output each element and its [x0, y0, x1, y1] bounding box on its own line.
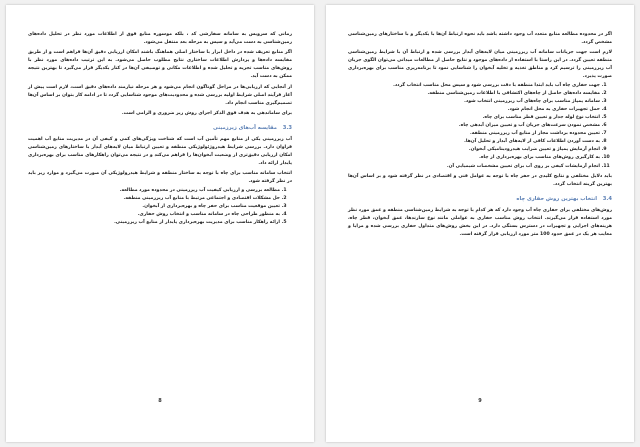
page-number: 9	[478, 398, 482, 404]
paragraph: باید دلایل مختلفی و نتایج کلیدی در حفر چاه با توجه به عوامل فنی و اقتصادی در نظر گرفته شود و بر اساس آن‌ها بهترین گزینه انتخاب گردد.	[348, 173, 612, 187]
list-item: 7. تعیین محدوده برداشت مجاز از منابع آب زیرزمینی منطقه.	[348, 130, 600, 138]
paragraph: اگر منابع تعریف شده در داخل ابزار با ساختار اصلی هماهنگ باشند امکان ارزیابی دقیق آن‌ها فراهم است و از طریق مقایسه داده‌ها و پردازش اطلاعات ساختاری نتایج مطلوب حاصل می‌شود. به این ترتیب داده‌های مورد نظر با روش‌های مناسب تجزیه و تحلیل شده و اطلاعات مکانی و توصیفی آن‌ها در کنار یکدیگر قرار می‌گیرد تا بهترین نتیجه ممکن به دست آید.	[28, 50, 292, 80]
paragraph: زمانی که سرویس به سامانه سفارشی کد ، بلکه موسوره منابع فوق از اطلاعات مورد نظر در تحلیل داده‌های زمین‌شناسی به دست می‌آید و سپس به مرحله بعد منتقل می‌شود.	[28, 32, 292, 46]
numbered-list	[28, 187, 292, 227]
paragraph: انتخاب سامانه مناسب برای چاه با توجه به ساختار منطقه و شرایط هیدرولوژیکی آن صورت می‌گیرد و موارد زیر باید در نظر گرفته شود.	[28, 171, 292, 185]
list-item: 4. حمل تجهیزات حفاری به محل انجام شود.	[348, 106, 600, 114]
list-item: 2. حل مشکلات اقتصادی و اجتماعی مرتبط با منابع آب زیرزمینی منطقه.	[28, 195, 280, 203]
paragraph: روش‌های مختلفی برای حفاری چاه آب وجود دارد که هر کدام با توجه به شرایط زمین‌شناسی منطقه و عمق مورد نظر مورد استفاده قرار می‌گیرند. انتخاب روش مناسب حفاری به عواملی مانند نوع سازندها، عمق آبخوان، قطر چاه، هزینه‌های اجرایی و تجهیزات در دسترس بستگی دارد. در این بخش روش‌های متداول حفاری بررسی شده و مزایا و معایب هر یک در عمق حدود 100 متر مورد ارزیابی قرار گرفته است.	[348, 207, 612, 238]
list-item: 4. به منظور طراحی چاه در سامانه مناسب و انتخاب روش حفاری.	[28, 211, 280, 219]
list-item: 9. انجام آزمایش پمپاژ و تعیین ضرایب هیدرودینامیکی آبخوان.	[348, 146, 600, 154]
list-item: 2. مقایسه داده‌های حاصل از چاه‌های اکتشافی با اطلاعات زمین‌شناسی منطقه.	[348, 90, 600, 98]
list-item: 10. به کارگیری روش‌های مناسب برای بهره‌برداری از چاه.	[348, 154, 600, 162]
section-number: 3.4	[602, 195, 612, 202]
paragraph: آب زیرزمینی یکی از منابع مهم تأمین آب است که شناخت ویژگی‌های کمی و کیفی آن در مدیریت منابع آب اهمیت فراوان دارد. بررسی شرایط هیدروژئولوژیکی منطقه و تعیین ارتباط میان لایه‌های آبدار با ساختارهای زمین‌شناسی امکان ارزیابی دقیق‌تری از وضعیت آبخوان‌ها را فراهم می‌کند و در نتیجه می‌توان راهکارهای مناسب برای بهره‌برداری پایدار ارائه داد.	[28, 136, 292, 167]
list-item: 5. ارائه راهکار مناسب برای مدیریت بهره‌برداری پایدار از منابع آب زیرزمینی.	[28, 219, 280, 227]
list-item: 11. انجام آزمایشات کیفی بر روی آب برای تعیین مشخصات شیمیایی آن.	[348, 163, 600, 171]
section-heading	[348, 194, 612, 204]
section-number: 3.3	[282, 124, 292, 131]
numbered-list	[348, 82, 612, 171]
list-item: 8. به دست آوردن اطلاعات کافی از لایه‌های آبدار و تحلیل آن‌ها.	[348, 138, 600, 146]
right-page-body	[348, 31, 612, 239]
left-page-body	[28, 31, 292, 227]
list-item: 1. مطالعه بررسی و ارزیابی کیفیت آب زیرزمینی در محدوده مورد مطالعه.	[28, 187, 280, 195]
list-item: 5. انتخاب نوع لوله جدار و تعیین قطر مناسب برای چاه.	[348, 114, 600, 122]
list-item: 3. سامانه پمپاژ مناسب برای چاه‌های آب زیرزمینی انتخاب شود.	[348, 98, 600, 106]
right-page	[326, 5, 634, 442]
list-item: 3. تعیین موقعیت مناسب برای حفر چاه و بهره‌برداری از آبخوان.	[28, 203, 280, 211]
paragraph: لازم است جهت جریانات سامانه آب زیرزمینی میان لایه‌های آبدار بررسی شده و ارتباط آن با شرایط زمین‌شناسی منطقه تعیین گردد. در این راستا با استفاده از داده‌های موجود و نتایج حاصل از مطالعات میدانی می‌توان الگوی جریان آب زیرزمینی را ترسیم کرد و مناطق تغذیه و تخلیه آبخوان را شناسایی نمود تا برنامه‌ریزی مناسب برای بهره‌برداری صورت پذیرد.	[348, 50, 612, 80]
page-number: 8	[158, 398, 162, 404]
paragraph: برای ساماندهی به هدف فوق الذکر اجرای روش زیر ضروری و الزامی است.	[121, 110, 292, 116]
section-heading	[28, 123, 292, 133]
section-title: انتخاب بهترین روش حفاری چاه	[516, 195, 597, 202]
list-item: 1. جهت حفاری چاه آب باید ابتدا منطقه با دقت بررسی شود و سپس محل مناسب انتخاب گردد.	[348, 82, 600, 90]
paragraph: از آنجایی که ارزیابی‌ها در مراحل گوناگون انجام می‌شود و هر مرحله نیازمند داده‌های دقیق است، لازم است پیش از آغاز فرآیند اصلی شرایط اولیه بررسی شده و محدودیت‌های موجود شناسایی گردد تا در ادامه کار بتوان بر اساس آن‌ها تصمیم‌گیری مناسب انجام داد.	[28, 84, 292, 106]
paragraph: اگر در محدوده مطالعه منابع متعدد آب وجود داشته باشد باید نحوه ارتباط آن‌ها با یکدیگر و با ساختارهای زمین‌شناسی مشخص گردد.	[348, 32, 612, 46]
section-title: مقایسه آب‌های زیرزمینی	[212, 124, 277, 131]
left-page	[6, 5, 314, 442]
list-item: 6. مشخص نمودن سرعت‌های جریان آب و تعیین میزان آبدهی چاه.	[348, 122, 600, 130]
